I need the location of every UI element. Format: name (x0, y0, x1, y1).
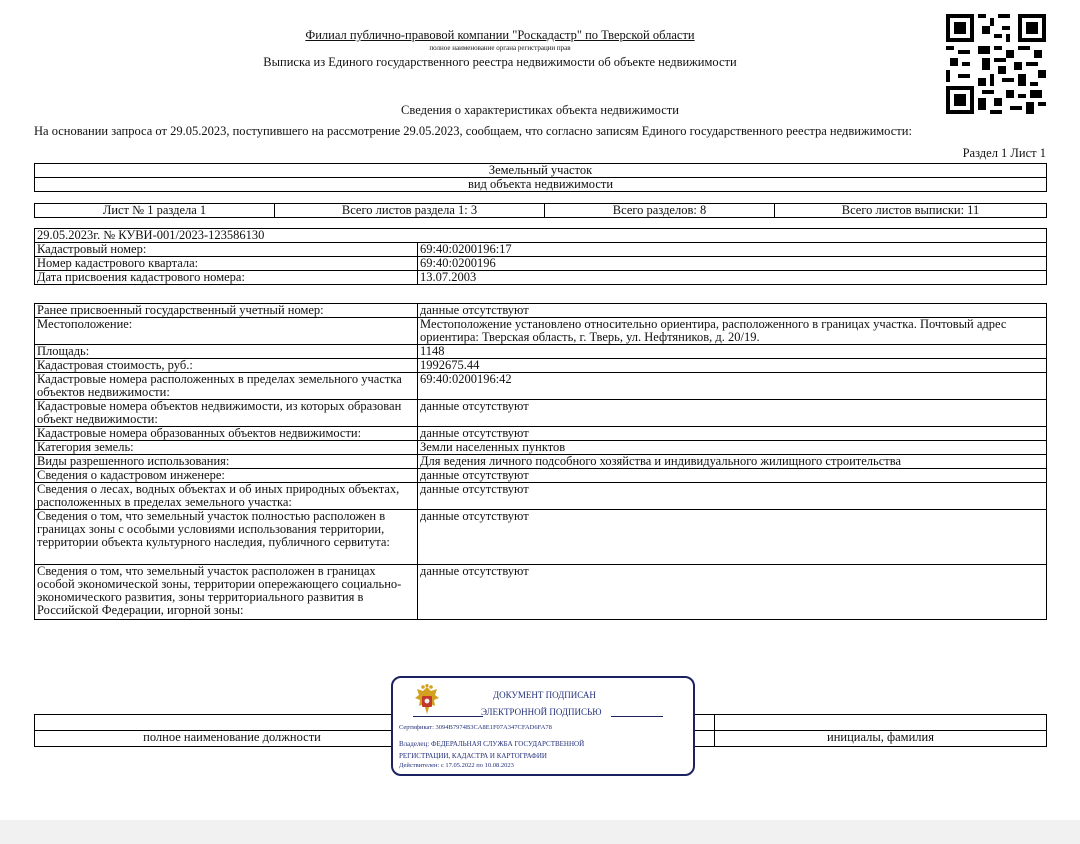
row-label: Сведения о том, что земельный участок полностью расположен в границах зоны с особыми условиями использования территории, территории объекта культурного наследия, публичного сервитута: (35, 510, 418, 565)
organization-note: полное наименование органа регистрации прав (429, 44, 571, 52)
details-table (34, 303, 1047, 620)
organization-name: Филиал публично-правовой компании "Роскадастр" по Тверской области (305, 28, 695, 42)
row-label: Ранее присвоенный государственный учетный номер: (35, 304, 418, 318)
object-type-note: вид объекта недвижимости (35, 178, 1047, 192)
stamp-divider (413, 716, 483, 717)
row-value: данные отсутствуют (418, 483, 1047, 510)
extract-title: Выписка из Единого государственного реестра недвижимости об объекте недвижимости (263, 55, 737, 69)
table-row (35, 271, 1047, 285)
row-value: данные отсутствуют (418, 565, 1047, 620)
position-label: полное наименование должности (35, 731, 430, 747)
viewer-bottom-strip (0, 820, 1080, 844)
row-value: данные отсутствуют (418, 510, 1047, 565)
table-row (35, 304, 1047, 318)
table-row (35, 441, 1047, 455)
table-row (35, 510, 1047, 565)
row-label: Площадь: (35, 345, 418, 359)
row-value: Для ведения личного подсобного хозяйства и индивидуального жилищного строительства (418, 455, 1047, 469)
row-label: Кадастровый номер: (35, 243, 418, 257)
row-value: данные отсутствуют (418, 400, 1047, 427)
qr-code-icon (946, 14, 1046, 114)
row-label: Виды разрешенного использования: (35, 455, 418, 469)
row-label: Кадастровые номера расположенных в пределах земельного участка объектов недвижимости: (35, 373, 418, 400)
position-field (35, 715, 430, 731)
request-statement: На основании запроса от 29.05.2023, поступившего на рассмотрение 29.05.2023, сообщаем, что согласно записям Единого государственного реестра недвижимости: (34, 124, 912, 138)
table-row (35, 345, 1047, 359)
row-value: Местоположение установлено относительно ориентира, расположенного в границах участка. Почтовый адрес ориентира: Тверская область, г. Тверь, ул. Нефтяников, д. 20/19. (418, 318, 1047, 345)
table-row (35, 400, 1047, 427)
row-label: Кадастровые номера объектов недвижимости, из которых образован объект недвижимости: (35, 400, 418, 427)
row-value: данные отсутствуют (418, 427, 1047, 441)
table-row (35, 469, 1047, 483)
row-label: Сведения о лесах, водных объектах и об иных природных объектах, расположенных в пределах земельного участка: (35, 483, 418, 510)
stamp-owner (399, 738, 584, 762)
table-row (35, 373, 1047, 400)
name-field (715, 715, 1047, 731)
table-row (35, 257, 1047, 271)
row-value: данные отсутствуют (418, 469, 1047, 483)
record-table (34, 228, 1047, 285)
row-value: данные отсутствуют (418, 304, 1047, 318)
sheet-number: Лист № 1 раздела 1 (35, 204, 275, 218)
stamp-owner-line-2: РЕГИСТРАЦИИ, КАДАСТРА И КАРТОГРАФИИ (399, 752, 547, 760)
name-label: инициалы, фамилия (715, 731, 1047, 747)
row-label: Дата присвоения кадастрового номера: (35, 271, 418, 285)
record-date-number: 29.05.2023г. № КУВИ-001/2023-123586130 (35, 229, 1047, 243)
stamp-certificate: Сертификат: 3094B7974B3CA8E1F07A347CFAD6FA78 (399, 724, 552, 731)
stamp-line-2: ЭЛЕКТРОННОЙ ПОДПИСЬЮ (481, 707, 602, 717)
row-value: 1148 (418, 345, 1047, 359)
row-label: Сведения о том, что земельный участок расположен в границах особой экономической зоны, территории опережающего социально-экономического развития, зоны территориального развития в Российской Федерации, игорной зоны: (35, 565, 418, 620)
row-value: 69:40:0200196:17 (418, 243, 1047, 257)
total-sheets-section: Всего листов раздела 1: 3 (275, 204, 545, 218)
table-row (35, 318, 1047, 345)
row-label: Номер кадастрового квартала: (35, 257, 418, 271)
row-label: Кадастровые номера образованных объектов недвижимости: (35, 427, 418, 441)
object-type-table (34, 163, 1047, 192)
stamp-divider (611, 716, 663, 717)
stamp-line-1: ДОКУМЕНТ ПОДПИСАН (493, 690, 596, 700)
total-sheets-extract: Всего листов выписки: 11 (775, 204, 1047, 218)
total-sections: Всего разделов: 8 (545, 204, 775, 218)
row-value: Земли населенных пунктов (418, 441, 1047, 455)
table-row (35, 243, 1047, 257)
table-row (35, 427, 1047, 441)
table-row (35, 359, 1047, 373)
row-value: 69:40:0200196:42 (418, 373, 1047, 400)
row-label: Местоположение: (35, 318, 418, 345)
row-value: 13.07.2003 (418, 271, 1047, 285)
table-row (35, 455, 1047, 469)
section-reference: Раздел 1 Лист 1 (962, 146, 1046, 160)
stamp-owner-line-1: Владелец: ФЕДЕРАЛЬНАЯ СЛУЖБА ГОСУДАРСТВЕННОЙ (399, 740, 585, 748)
object-type: Земельный участок (35, 164, 1047, 178)
coat-of-arms-icon (411, 684, 443, 718)
stamp-validity: Действителен: с 17.05.2022 по 10.08.2023 (399, 762, 514, 769)
row-label: Сведения о кадастровом инженере: (35, 469, 418, 483)
table-row (35, 483, 1047, 510)
sheets-table (34, 203, 1047, 218)
electronic-signature-stamp (391, 676, 695, 776)
row-value: 1992675.44 (418, 359, 1047, 373)
info-title: Сведения о характеристиках объекта недвижимости (401, 103, 679, 117)
row-label: Категория земель: (35, 441, 418, 455)
row-value: 69:40:0200196 (418, 257, 1047, 271)
row-label: Кадастровая стоимость, руб.: (35, 359, 418, 373)
table-row (35, 565, 1047, 620)
